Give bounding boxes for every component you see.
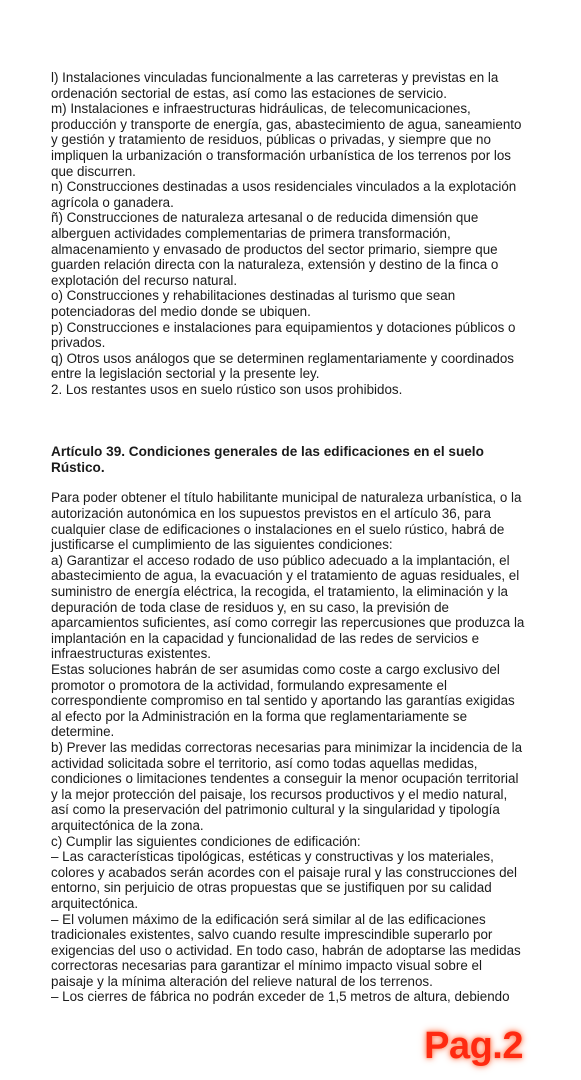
text-line: almacenamiento y envasado de productos del sector primario, siempre que xyxy=(51,241,498,257)
text-line: infraestructuras existentes. xyxy=(51,646,212,662)
text-line: m) Instalaciones e infraestructuras hidráulicas, de telecomunicaciones, xyxy=(51,101,471,117)
text-line: y la mejor protección del paisaje, los recursos productivos y el medio natural, xyxy=(51,786,508,802)
text-line: colores y acabados serán acordes con el paisaje rural y las construcciones del xyxy=(51,864,517,880)
text-line: autorización autonómica en los supuestos previstos en el artículo 36, para xyxy=(51,506,491,522)
text-line: a) Garantizar el acceso rodado de uso público adecuado a la implantación, el xyxy=(51,552,510,568)
text-line: promotor o promotora de la actividad, formulando expresamente el xyxy=(51,677,447,693)
text-line: potenciadoras del medio donde se ubiquen. xyxy=(51,303,311,319)
text-line: paisaje y la mínima alteración del relieve natural de los terrenos. xyxy=(51,973,433,989)
text-line: n) Construcciones destinadas a usos residenciales vinculados a la explotación xyxy=(51,179,517,195)
text-line: – El volumen máximo de la edificación será similar al de las edificaciones xyxy=(51,911,486,927)
text-line: agrícola o ganadera. xyxy=(51,194,174,210)
uses-list xyxy=(51,70,551,397)
text-line: depuración de toda clase de residuos y, en su caso, la previsión de xyxy=(51,599,449,615)
text-line: implantación en la capacidad y funcionalidad de las redes de servicios e xyxy=(51,630,480,646)
text-line: ñ) Construcciones de naturaleza artesanal o de reducida dimensión que xyxy=(51,210,479,226)
text-line: arquitectónica de la zona. xyxy=(51,817,204,833)
text-line: – Los cierres de fábrica no podrán exceder de 1,5 metros de altura, debiendo xyxy=(51,989,510,1005)
text-line: producción y transporte de energía, gas, abastecimiento de agua, saneamiento xyxy=(51,116,522,132)
text-line: actividad solicitada sobre el territorio, así como todas aquellas medidas, xyxy=(51,755,478,771)
text-line: determine. xyxy=(51,724,115,740)
text-line: aparcamientos suficientes, así como corregir las repercusiones que produzca la xyxy=(51,615,525,631)
section-gap xyxy=(51,397,551,444)
text-line: 2. Los restantes usos en suelo rústico son usos prohibidos. xyxy=(51,381,403,397)
page-number-label: Pag.2 xyxy=(424,1025,523,1067)
text-line: al efecto por la Administración en la forma que reglamentariamente se xyxy=(51,708,468,724)
text-line: l) Instalaciones vinculadas funcionalmente a las carreteras y previstas en la xyxy=(51,70,499,85)
text-line: impliquen la urbanización o transformación urbanística de los terrenos por los xyxy=(51,147,511,163)
heading-line: Rústico. xyxy=(51,460,105,476)
document-page xyxy=(51,70,551,1005)
text-line: correspondiente compromiso en tal sentido y aportando las garantías exigidas xyxy=(51,693,515,709)
text-line: o) Construcciones y rehabilitaciones destinadas al turismo que sean xyxy=(51,288,456,304)
heading-gap xyxy=(51,476,551,490)
text-line: correctoras necesarias para garantizar el mínimo impacto visual sobre el xyxy=(51,958,482,974)
text-line: cualquier clase de edificaciones o instalaciones en el suelo rústico, habrá de xyxy=(51,521,505,537)
article-body xyxy=(51,490,551,1005)
text-line: explotación del recurso natural. xyxy=(51,272,238,288)
text-line: suministro de energía eléctrica, la recogida, el tratamiento, la eliminación y la xyxy=(51,584,508,600)
text-line: abastecimiento de agua, la evacuación y el tratamiento de aguas residuales, el xyxy=(51,568,520,584)
text-line: ordenación sectorial de estas, así como las estaciones de servicio. xyxy=(51,85,447,101)
text-line: p) Construcciones e instalaciones para equipamientos y dotaciones públicos o xyxy=(51,319,516,335)
text-line: alberguen actividades complementarias de primera transformación, xyxy=(51,225,451,241)
text-line: arquitectónica. xyxy=(51,895,139,911)
text-line: tradicionales existentes, salvo cuando resulte imprescindible superarlo por xyxy=(51,927,493,943)
text-line: privados. xyxy=(51,335,106,351)
text-line: Para poder obtener el título habilitante municipal de naturaleza urbanística, o la xyxy=(51,490,522,506)
text-line: guarden relación directa con la naturaleza, extensión y destino de la finca o xyxy=(51,257,499,273)
heading-line: Artículo 39. Condiciones generales de las edificaciones en el suelo xyxy=(51,444,484,460)
text-line: justificarse el cumplimiento de las siguientes condiciones: xyxy=(51,537,393,553)
text-line: q) Otros usos análogos que se determinen reglamentariamente y coordinados xyxy=(51,350,514,366)
text-line: b) Prever las medidas correctoras necesarias para minimizar la incidencia de la xyxy=(51,739,523,755)
text-line: y gestión y tratamiento de residuos, públicas o privadas, y siempre que no xyxy=(51,132,491,148)
text-line: entre la legislación sectorial y la presente ley. xyxy=(51,366,320,382)
text-line: condiciones o limitaciones tendentes a conseguir la menor ocupación territorial xyxy=(51,771,519,787)
article-heading xyxy=(51,444,551,476)
text-line: que discurren. xyxy=(51,163,136,179)
text-line: Estas soluciones habrán de ser asumidas como coste a cargo exclusivo del xyxy=(51,662,500,677)
text-line: c) Cumplir las siguientes condiciones de edificación: xyxy=(51,833,361,849)
text-line: exigencias del uso o actividad. En todo caso, habrán de adoptarse las medidas xyxy=(51,942,521,958)
text-line: entorno, sin perjuicio de otras propuestas que se justifiquen por su calidad xyxy=(51,880,492,896)
text-line: – Las características tipológicas, estéticas y constructivas y los materiales, xyxy=(51,849,494,865)
text-line: así como la preservación del patrimonio cultural y la singularidad y tipología xyxy=(51,802,500,818)
